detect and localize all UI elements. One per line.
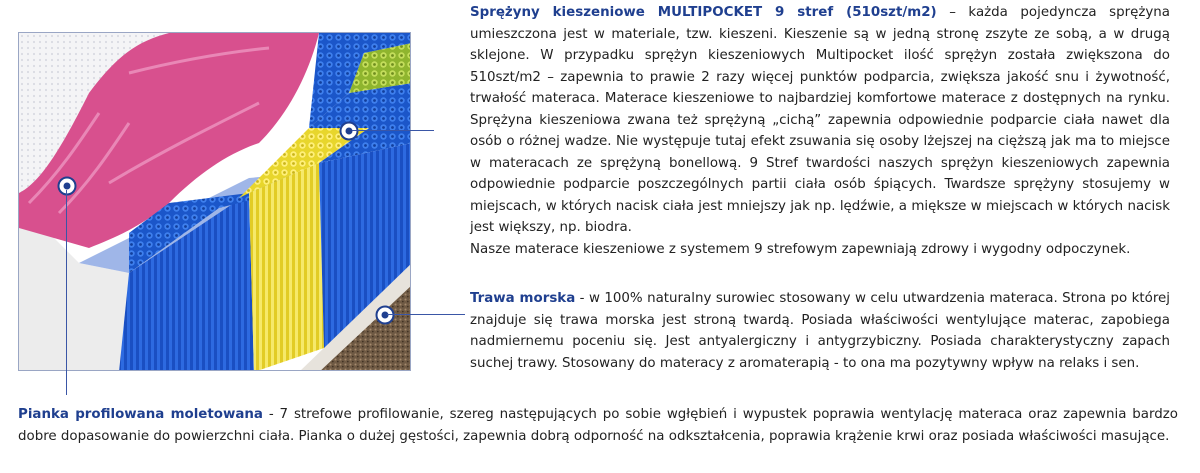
seaweed-heading: Trawa morska xyxy=(470,291,576,306)
springs-heading: Sprężyny kieszeniowe MULTIPOCKET 9 stref (510szt/m2) xyxy=(470,5,937,20)
foam-marker-icon xyxy=(59,178,76,195)
springs-description xyxy=(470,2,1170,260)
seaweed-callout-line xyxy=(387,314,465,315)
springs-summary: Nasze materace kieszeniowe z systemem 9 strefowym zapewniają zdrowy i wygodny odpoczynek. xyxy=(470,241,1131,257)
foam-heading: Pianka profilowana moletowana xyxy=(18,407,263,422)
foam-body: - 7 strefowe profilowanie, szereg następujących po sobie wgłębień i wypustek poprawia wentylację materaca oraz zapewnia bardzo dobre dopasowanie do powierzchni ciała. Pianka o dużej gęstości, zapewnia dobrą odporność na odkształcenia, poprawia krążenie krwi oraz posiada właściwości masujące. xyxy=(18,407,1178,444)
foam-callout-line xyxy=(66,190,67,395)
springs-callout-line xyxy=(352,130,434,131)
seaweed-marker-icon xyxy=(377,307,394,324)
seaweed-body: - w 100% naturalny surowiec stosowany w celu utwardzenia materaca. Strona po której znajduje się trawa morska jest stroną twardą. Posiada właściwości wentylujące materac, zapobiega nadmiernemu poceniu się. Jest antyalergiczny i antygrzybiczny. Posiada charakterystyczny zapach suchej trawy. Stosowany do materacy z aromaterapią - to ona ma pozytywny wpływ na relaks i sen. xyxy=(470,291,1170,371)
springs-body: – każda pojedyncza sprężyna umieszczona jest w materiale, tzw. kieszeni. Kieszenie są w jedną stronę zszyte ze sobą, a w drugą sklejone. W przypadku sprężyn kieszeniowych Multipocket ilość sprężyn została zwiększona do 510szt/m2 – zapewnia to prawie 2 razy więcej punktów podparcia, zwiększa jakość snu i żywotność, trwałość materaca. Materace kieszeniowe to najbardziej komfortowe materace z dostępnych na rynku. Sprężyna kieszeniowa zwana też sprężyną „cichą” zapewnia odpowiednie podparcie ciała nawet dla osób o różnej wadze. Nie występuje tutaj efekt zsuwania się osoby lżejszej na cięższą jak ma to miejsce w materacach ze sprężyną bonellową. 9 Stref twardości naszych sprężyn kieszeniowych zapewnia odpowiednie podparcie poszczególnych partii ciała osób śpiących. Twardsze sprężyny stosujemy w miejscach, w których nacisk ciała jest mniejszy jak np. lędźwie, a miększe w miejscach w których nacisk jest większy, np. biodra. xyxy=(470,5,1170,235)
foam-description xyxy=(18,404,1178,447)
yellow-spring-block xyxy=(249,163,324,371)
springs-marker-icon xyxy=(341,123,358,140)
mattress-illustration xyxy=(18,32,411,371)
seaweed-description xyxy=(470,288,1170,374)
